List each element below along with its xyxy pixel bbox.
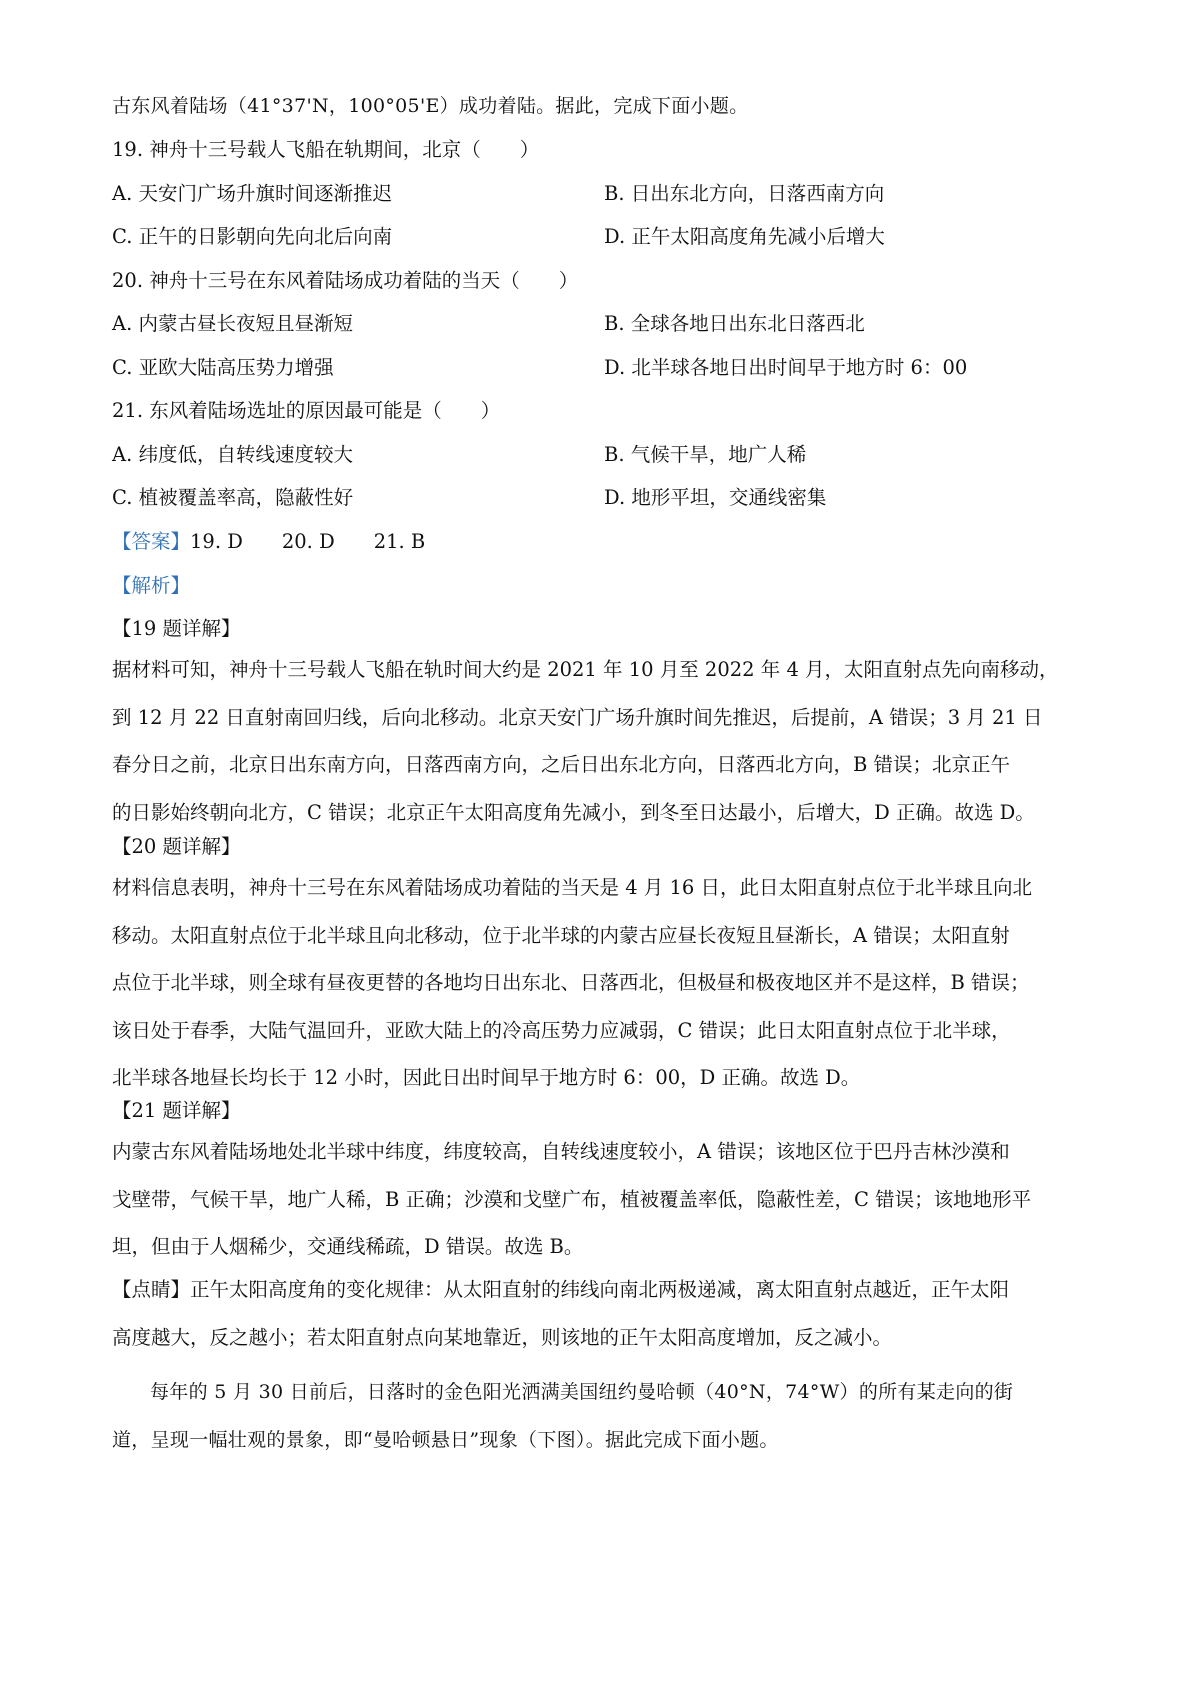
tip-text [112,1266,1102,1361]
q19-detail-heading: 【19 题详解】 [112,617,241,640]
q19-option-a: A. 天安门广场升旗时间逐渐推迟 [112,182,392,205]
question-20-stem: 20. 神舟十三号在东风着陆场成功着陆的当天（ ） [112,269,579,292]
q21-option-a: A. 纬度低，自转线速度较大 [112,443,353,466]
q20-detail-line: 材料信息表明，神舟十三号在东风着陆场成功着陆的当天是 4 月 16 日，此日太阳直射点位于北半球且向北 [112,876,1033,899]
tip-line [112,1266,1102,1314]
q19-detail-line: 到 12 月 22 日直射南回归线，后向北移动。北京天安门广场升旗时间先推迟，后提前，A 错误；3 月 21 日 [112,705,1043,729]
question-21-stem: 21. 东风着陆场选址的原因最可能是（ ） [112,399,501,422]
intro-tail: 古东风着陆场（41°37'N，100°05'E）成功着陆。据此，完成下面小题。 [112,95,749,117]
q19-detail-line: 春分日之前，北京日出东南方向，日落西南方向，之后日出东北方向，日落西北方向，B 错误；北京正午 [112,753,1011,776]
q20-option-b: B. 全球各地日出东北日落西北 [604,312,865,335]
tip-line: 高度越大，反之越小；若太阳直射点向某地靠近，则该地的正午太阳高度增加，反之减小。 [112,1325,893,1349]
q21-option-d: D. 地形平坦，交通线密集 [604,486,827,509]
q19-option-c: C. 正午的日影朝向先向北后向南 [112,225,393,248]
q20-detail-heading: 【20 题详解】 [112,835,241,858]
q20-detail-line: 该日处于春季，大陆气温回升，亚欧大陆上的冷高压势力应减弱，C 错误；此日太阳直射点位于北半球， [112,1018,1011,1042]
q21-option-c: C. 植被覆盖率高，隐蔽性好 [112,486,354,509]
tip-label: 【点睛】 [112,1278,191,1301]
q20-detail-text [112,864,1102,1102]
q19-option-d: D. 正午太阳高度角先减小后增大 [604,225,885,248]
next-passage-line: 每年的 5 月 30 日前后，日落时的金色阳光洒满美国纽约曼哈顿（40°N，74°W）的所有某走向的街 [150,1381,1014,1403]
q19-detail-line: 的日影始终朝向北方，C 错误；北京正午太阳高度角先减小，到冬至日达最小，后增大，D 正确。故选 D。 [112,800,1035,824]
q21-detail-line: 坦，但由于人烟稀少，交通线稀疏，D 错误。故选 B。 [112,1235,584,1258]
analysis-label: 【解析】 [112,574,191,597]
q21-option-b: B. 气候干旱，地广人稀 [604,443,807,466]
q19-option-b: B. 日出东北方向，日落西南方向 [604,182,885,205]
tip-line-1: 正午太阳高度角的变化规律：从太阳直射的纬线向南北两极递减，离太阳直射点越近，正午太阳 [190,1278,1010,1301]
answer-label: 【答案】 [112,530,191,553]
q20-option-d: D. 北半球各地日出时间早于地方时 6：00 [604,356,968,379]
next-passage-line: 道，呈现一幅壮观的景象，即“曼哈顿悬日”现象（下图）。据此完成下面小题。 [112,1428,779,1451]
q20-detail-line: 北半球各地昼长均长于 12 小时，因此日出时间早于地方时 6：00，D 正确。故选 D。 [112,1066,861,1089]
q20-detail-line: 移动。太阳直射点位于北半球且向北移动，位于北半球的内蒙古应昼长夜短且昼渐长，A 错误；太阳直射 [112,923,1010,947]
q21-detail-heading: 【21 题详解】 [112,1099,241,1122]
q19-detail-line: 据材料可知，神舟十三号载人飞船在轨时间大约是 2021 年 10 月至 2022 年 4 月，太阳直射点先向南移动， [112,658,1059,681]
answer-line [112,528,425,556]
answer-values: 19. D 20. D 21. B [190,530,426,553]
q21-detail-line: 内蒙古东风着陆场地处北半球中纬度，纬度较高，自转线速度较小，A 错误；该地区位于巴丹吉林沙漠和 [112,1140,1010,1163]
next-passage [112,1369,1102,1464]
q21-detail-line: 戈壁带，气候干旱，地广人稀，B 正确；沙漠和戈壁广布，植被覆盖率低，隐蔽性差，C 错误；该地地形平 [112,1187,1032,1211]
q20-option-c: C. 亚欧大陆高压势力增强 [112,356,334,379]
question-19-stem: 19. 神舟十三号载人飞船在轨期间，北京（ ） [112,138,540,161]
q20-option-a: A. 内蒙古昼长夜短且昼渐短 [112,312,353,335]
q21-detail-text [112,1128,1102,1271]
q20-detail-line: 点位于北半球，则全球有昼夜更替的各地均日出东北、日落西北，但极昼和极夜地区并不是这样，B 错误； [112,971,1030,994]
q19-detail-text [112,646,1102,836]
